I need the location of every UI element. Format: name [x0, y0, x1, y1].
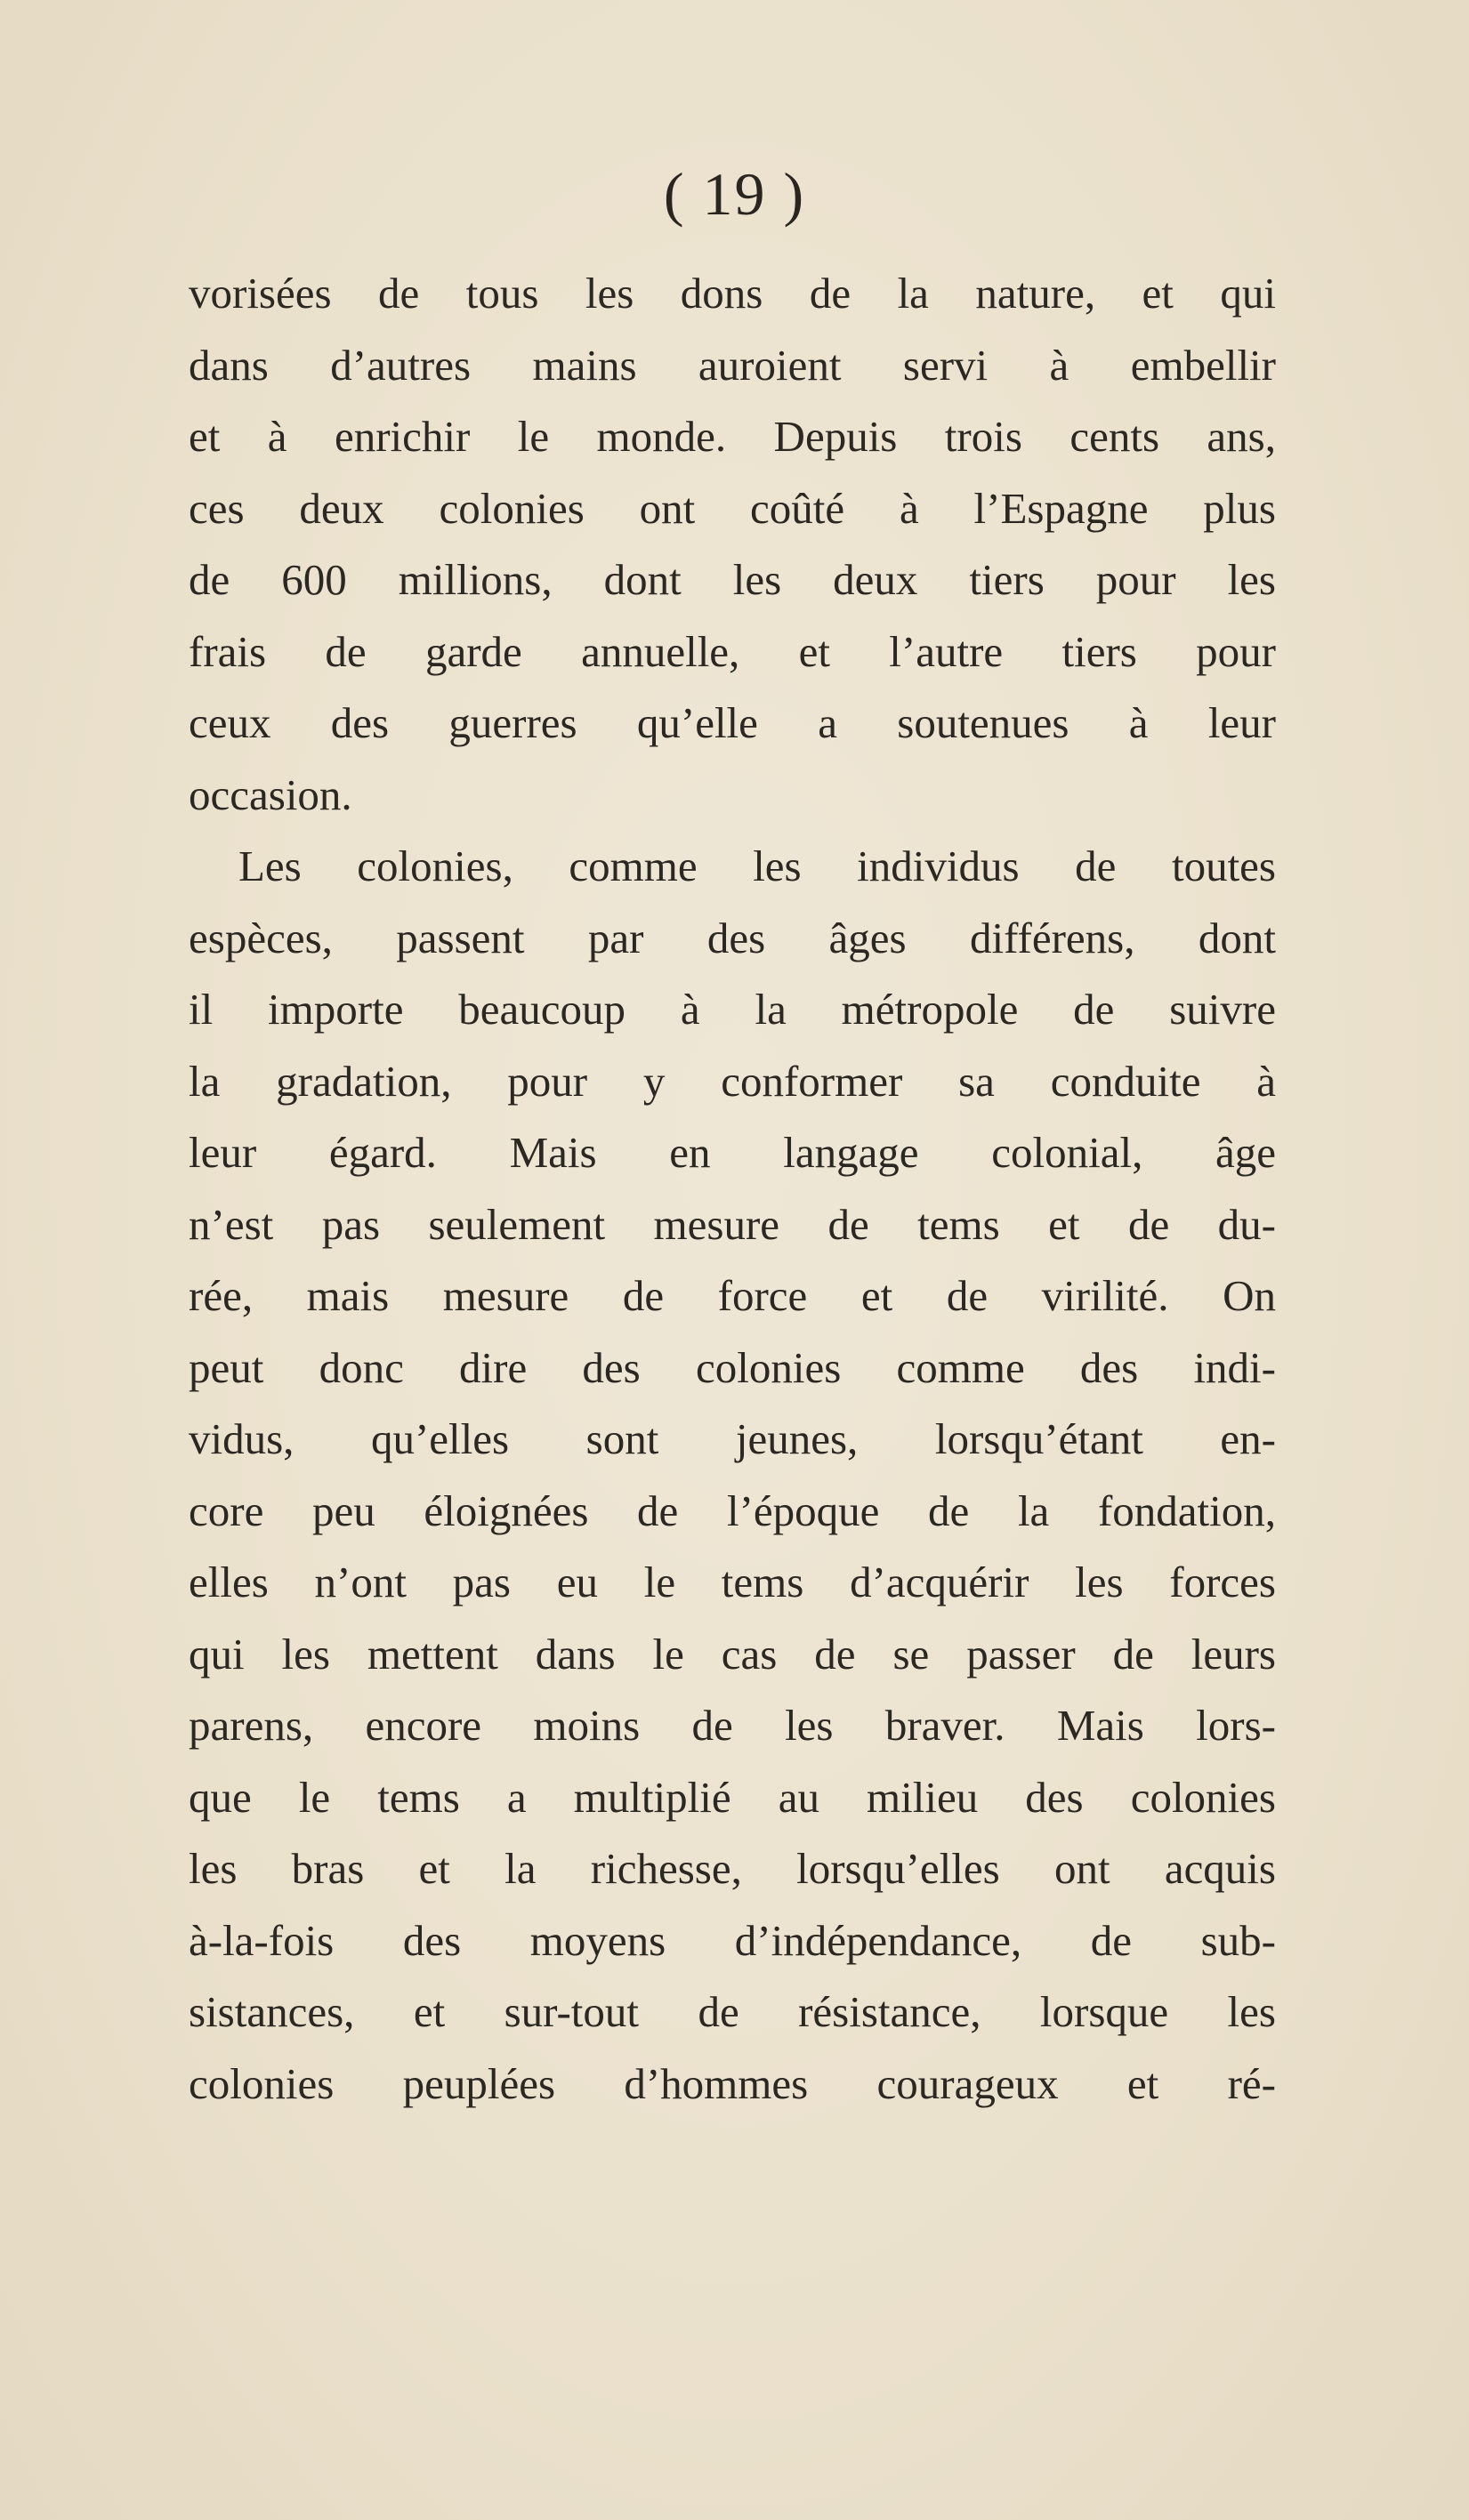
text-line: à-la-fois des moyens d’indépendance, de sub- [189, 1915, 1276, 1965]
text-line: Les colonies, comme les individus de toutes [238, 841, 1276, 890]
page-number: ( 19 ) [663, 160, 806, 228]
text-line: elles n’ont pas eu le tems d’acquérir les forces [189, 1558, 1276, 1606]
text-line: rée, mais mesure de force et de virilité. On [189, 1271, 1276, 1320]
text-line: et à enrichir le monde. Depuis trois cents ans, [189, 412, 1276, 461]
text-line: de 600 millions, dont les deux tiers pour les [189, 555, 1276, 604]
text-line: ces deux colonies ont coûté à l’Espagne plus [189, 483, 1276, 533]
text-line: colonies peuplées d’hommes courageux et ré- [189, 2058, 1276, 2108]
paragraph-2 [189, 831, 1276, 2120]
text-line: dans d’autres mains auroient servi à embellir [189, 340, 1276, 390]
text-line: n’est pas seulement mesure de tems et de du- [189, 1199, 1276, 1249]
text-line: frais de garde annuelle, et l’autre tiers pour [189, 626, 1276, 676]
text-line: espèces, passent par des âges différens, dont [189, 913, 1276, 962]
text-line: qui les mettent dans le cas de se passer de leurs [189, 1629, 1276, 1679]
text-line: les bras et la richesse, lorsqu’elles ont acquis [189, 1844, 1276, 1893]
text-line: peut donc dire des colonies comme des indi- [189, 1342, 1276, 1392]
text-line: occasion. [189, 769, 352, 819]
paragraph-1 [189, 258, 1276, 831]
text-line: la gradation, pour y conformer sa conduite à [189, 1056, 1276, 1106]
text-line: ceux des guerres qu’elle a soutenues à leur [189, 698, 1276, 747]
text-line: core peu éloignées de l’époque de la fondation, [189, 1485, 1276, 1535]
text-line: vorisées de tous les dons de la nature, et qui [189, 269, 1276, 318]
text-line: sistances, et sur-tout de résistance, lorsque les [189, 1987, 1276, 2036]
text-line: leur égard. Mais en langage colonial, âge [189, 1128, 1276, 1177]
text-line: que le tems a multiplié au milieu des colonies [189, 1772, 1276, 1822]
text-line: il importe beaucoup à la métropole de suivre [189, 985, 1276, 1034]
body-text [189, 258, 1276, 2120]
text-line: vidus, qu’elles sont jeunes, lorsqu’étant en- [189, 1414, 1276, 1463]
text-line: parens, encore moins de les braver. Mais lors- [189, 1701, 1276, 1750]
